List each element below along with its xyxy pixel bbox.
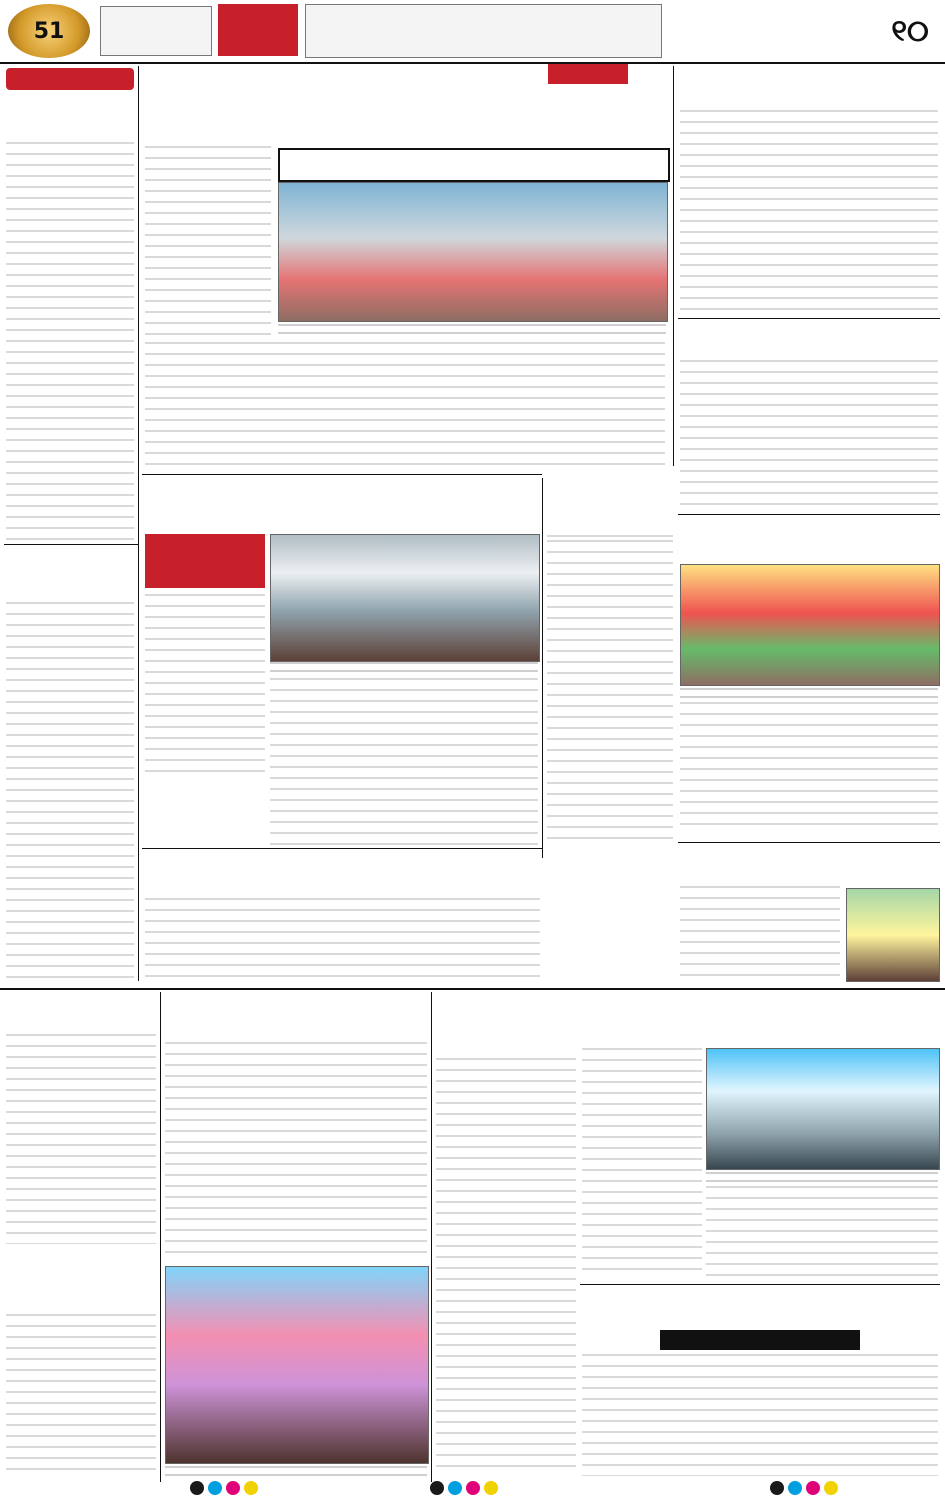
bottom-right-photo — [706, 1048, 940, 1170]
bottom-right-headline — [582, 994, 938, 1044]
bottom-right-caption — [706, 1172, 938, 1182]
swatch-black — [190, 1481, 204, 1495]
registration-marks — [770, 1481, 838, 1495]
center-right-body — [547, 540, 673, 840]
divider — [142, 848, 542, 849]
masthead-red-label — [218, 4, 298, 56]
column-rule — [542, 478, 543, 858]
badge-number: 51 — [33, 18, 65, 44]
police-photo — [846, 888, 940, 982]
police-body — [680, 886, 840, 982]
main-headline — [145, 86, 670, 142]
center-lead-subheadline — [145, 534, 265, 588]
main-kicker — [548, 64, 628, 84]
bottom-center-caption — [165, 1466, 427, 1476]
center-lead-caption — [270, 662, 538, 672]
divider — [678, 514, 940, 515]
main-photo — [278, 182, 668, 322]
main-photo-caption — [278, 324, 666, 334]
swatch-yellow — [824, 1481, 838, 1495]
swatch-magenta — [466, 1481, 480, 1495]
bottom-left-2-headline — [6, 1250, 156, 1310]
earthquake-body — [145, 898, 540, 982]
bottom-center-body — [165, 1042, 427, 1262]
main-body-col1 — [145, 146, 271, 346]
page-number: ୧୦ — [891, 13, 929, 49]
footer-strip — [0, 1480, 945, 1497]
center-right-headline — [547, 474, 673, 534]
right-top-headline — [680, 70, 938, 106]
brief-body — [6, 142, 134, 540]
section-title — [670, 6, 870, 56]
festival-headline — [680, 518, 938, 560]
column-rule — [138, 66, 139, 981]
registration-marks — [190, 1481, 258, 1495]
swatch-cyan — [448, 1481, 462, 1495]
swatch-yellow — [484, 1481, 498, 1495]
bottom-center-headline — [165, 994, 427, 1038]
bottom-left-2-body — [6, 1314, 156, 1474]
brief-headline — [6, 94, 134, 138]
right-top-body — [680, 110, 938, 312]
section-divider — [0, 988, 945, 990]
swatch-black — [770, 1481, 784, 1495]
bottom-left-headline — [6, 994, 156, 1030]
earthquake-headline — [145, 852, 540, 894]
festival-caption — [680, 688, 938, 698]
center-lead-headline — [145, 480, 540, 530]
bottom-center-photo — [165, 1266, 429, 1464]
center-lead-body-col1 — [145, 594, 265, 774]
swatch-cyan — [788, 1481, 802, 1495]
anniversary-badge — [8, 4, 90, 58]
masthead-promo — [305, 4, 662, 58]
swatch-magenta — [806, 1481, 820, 1495]
swatch-black — [430, 1481, 444, 1495]
swatch-yellow — [244, 1481, 258, 1495]
bottom-center-2-headline — [436, 994, 576, 1054]
registration-marks — [430, 1481, 498, 1495]
center-lead-body-col2 — [270, 678, 538, 848]
brief-kicker — [6, 68, 134, 90]
swatch-cyan — [208, 1481, 222, 1495]
divider — [678, 318, 940, 319]
column-rule — [160, 992, 161, 1482]
medicine-headline — [6, 548, 134, 598]
bottom-right-2-headline — [582, 1290, 938, 1326]
divider — [678, 842, 940, 843]
main-body-col2 — [145, 342, 665, 470]
police-headline — [680, 846, 938, 882]
bottom-right-body-2 — [706, 1186, 938, 1278]
medicine-body — [6, 602, 134, 980]
divider — [580, 1284, 940, 1285]
masthead-date — [100, 6, 212, 56]
column-rule — [673, 66, 674, 466]
festival-photo — [680, 564, 940, 686]
swatch-magenta — [226, 1481, 240, 1495]
divider — [142, 474, 542, 475]
bottom-center-2-body — [436, 1058, 576, 1476]
festival-body — [680, 702, 938, 832]
divider — [4, 544, 138, 545]
main-subheadline — [278, 148, 670, 182]
column-rule — [431, 992, 432, 1482]
bottom-right-2-body — [582, 1354, 938, 1476]
center-lead-photo — [270, 534, 540, 662]
right-mid-body — [680, 360, 938, 510]
bottom-right-body — [582, 1048, 702, 1278]
bottom-left-body — [6, 1034, 156, 1244]
right-mid-headline — [680, 322, 938, 356]
bottom-right-2-subheadline — [660, 1330, 860, 1350]
